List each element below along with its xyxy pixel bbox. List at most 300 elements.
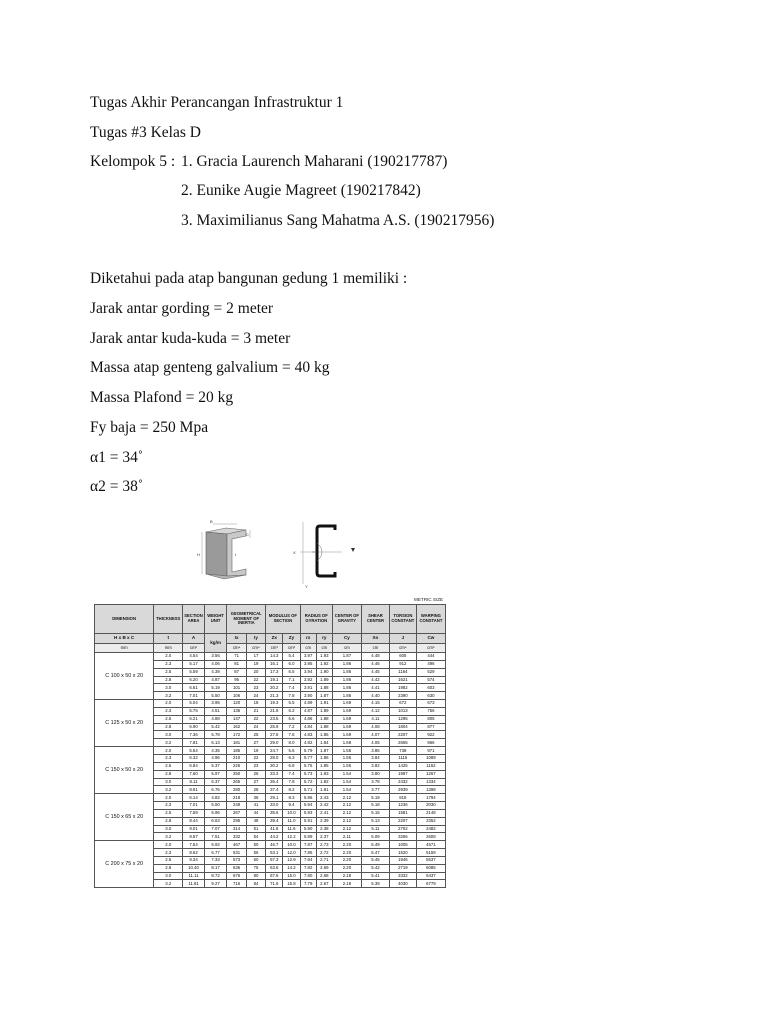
table-cell: 7.80 <box>300 872 316 880</box>
table-cell: 8.72 <box>204 872 227 880</box>
table-cell: 4.86 <box>300 715 316 723</box>
table-cell: 5.09 <box>361 833 389 841</box>
table-cell: 1621 <box>389 676 416 684</box>
table-cell: 3.0 <box>154 872 183 880</box>
table-cell: 71 <box>227 653 246 661</box>
table-cell: 3.80 <box>361 770 389 778</box>
table-cell: 5.11 <box>361 825 389 833</box>
table-cell: 11.6 <box>283 825 300 833</box>
table-cell: 3.77 <box>361 786 389 794</box>
table-cell: 7.87 <box>300 841 316 849</box>
table-cell: 1005 <box>389 841 416 849</box>
table-cell: 1.55 <box>332 754 361 762</box>
symbol-zy: Zy <box>283 634 300 644</box>
table-cell: 7.36 <box>183 731 205 739</box>
table-cell: 6.8 <box>283 762 300 770</box>
table-cell: 7.8 <box>283 778 300 786</box>
table-cell: 21.3 <box>266 692 283 700</box>
table-cell: 84 <box>246 880 265 888</box>
table-cell: 603 <box>416 684 445 692</box>
given-purlin-spacing: Jarak antar gording = 2 meter <box>90 300 274 317</box>
table-cell: 10.0 <box>283 809 300 817</box>
table-cell: 4.45 <box>361 668 389 676</box>
table-cell: 3.2 <box>154 880 183 888</box>
table-cell: 5.73 <box>300 770 316 778</box>
table-cell: 2.0 <box>154 653 183 661</box>
table-cell: 50 <box>246 841 265 849</box>
table-cell: 46.7 <box>266 841 283 849</box>
table-cell: 5537 <box>416 856 445 864</box>
unit-ix: cm⁴ <box>227 644 246 653</box>
table-cell: 3.78 <box>361 778 389 786</box>
table-cell: 5.41 <box>361 872 389 880</box>
table-cell: 3.95 <box>204 700 227 708</box>
table-cell: 10.40 <box>183 864 205 872</box>
table-cell: 3.2 <box>154 692 183 700</box>
table-cell: 1804 <box>389 723 416 731</box>
table-cell: 1.54 <box>332 786 361 794</box>
table-cell: 1946 <box>389 856 416 864</box>
table-cell: 7.01 <box>183 802 205 810</box>
table-cell: 5.18 <box>361 802 389 810</box>
table-cell: 7.6 <box>283 731 300 739</box>
table-cell: 8.2 <box>283 786 300 794</box>
table-cell: 1.69 <box>332 723 361 731</box>
table-cell: 2939 <box>389 786 416 794</box>
table-cell: 6.6 <box>283 715 300 723</box>
table-cell: 5.47 <box>361 849 389 857</box>
table-cell: 6.3 <box>283 754 300 762</box>
table-cell: 5.13 <box>361 817 389 825</box>
unit-rx: cm <box>300 644 316 653</box>
table-cell: 2.5 <box>154 856 183 864</box>
symbol-area: A <box>183 634 205 644</box>
table-cell: 1.69 <box>332 707 361 715</box>
table-cell: 6.32 <box>183 754 205 762</box>
table-cell: 3.97 <box>300 653 316 661</box>
table-cell: 1267 <box>416 770 445 778</box>
col-header-torsion-constant: TORSION CONSTANT <box>389 605 416 634</box>
table-cell: 181 <box>227 739 246 747</box>
unit-dimension: mm <box>95 644 154 653</box>
table-cell: 24 <box>246 692 265 700</box>
col-header-shear-center: SHEAR CENTER <box>361 605 389 634</box>
table-cell: 2.8 <box>154 817 183 825</box>
member-3: 3. Maximilianus Sang Mahatma A.S. (190217956) <box>181 212 495 229</box>
col-header-center-of-gravity: CENTER OF GRAVITY <box>332 605 361 634</box>
table-cell: 7.59 <box>183 809 205 817</box>
table-cell: 4.12 <box>361 707 389 715</box>
table-cell: 5.93 <box>300 809 316 817</box>
table-cell: 574 <box>416 676 445 684</box>
table-cell: 6.76 <box>204 786 227 794</box>
table-cell: 1982 <box>389 684 416 692</box>
table-cell: 5.96 <box>300 794 316 802</box>
table-cell: 1581 <box>389 809 416 817</box>
table-cell: 630 <box>416 692 445 700</box>
table-cell: 95 <box>227 676 246 684</box>
table-cell: 5.90 <box>300 825 316 833</box>
table-cell: 1987 <box>389 770 416 778</box>
table-cell: 250 <box>227 770 246 778</box>
table-cell: 44.2 <box>266 833 283 841</box>
symbol-zx: Zx <box>266 634 283 644</box>
table-cell: 2.12 <box>332 817 361 825</box>
c-channel-figures <box>180 518 360 590</box>
table-cell: 2.0 <box>154 747 183 755</box>
table-cell: 966 <box>416 739 445 747</box>
table-cell: 1164 <box>389 668 416 676</box>
table-cell: 4.84 <box>300 723 316 731</box>
table-cell: 27 <box>246 778 265 786</box>
table-cell: 7.4 <box>283 770 300 778</box>
table-cell: 2665 <box>389 739 416 747</box>
table-cell: 5.15 <box>361 809 389 817</box>
table-cell: 4.46 <box>361 660 389 668</box>
table-cell: 1.93 <box>316 653 332 661</box>
table-cell: 2.37 <box>316 833 332 841</box>
table-cell: 14.2 <box>283 864 300 872</box>
table-cell: 467 <box>227 841 246 849</box>
table-cell: 63.6 <box>266 864 283 872</box>
table-cell: 2719 <box>389 864 416 872</box>
table-cell: 210 <box>227 754 246 762</box>
table-cell: 1.89 <box>316 676 332 684</box>
table-cell: 5.89 <box>300 833 316 841</box>
table-cell: 4.82 <box>204 794 227 802</box>
table-cell: 21 <box>246 707 265 715</box>
table-cell: 26 <box>246 770 265 778</box>
dimension-cell: C 150 x 65 x 20 <box>95 794 154 841</box>
table-cell: 2608 <box>416 833 445 841</box>
table-cell: 3.0 <box>154 778 183 786</box>
table-cell: 1.86 <box>332 692 361 700</box>
table-cell: 672 <box>389 700 416 708</box>
table-cell: 2.8 <box>154 723 183 731</box>
table-cell: 265 <box>227 778 246 786</box>
table-row <box>95 841 446 849</box>
table-cell: 3.91 <box>300 684 316 692</box>
table-cell: 3.0 <box>154 684 183 692</box>
table-cell: 2.18 <box>332 880 361 888</box>
table-cell: 5.92 <box>204 841 227 849</box>
table-cell: 7.82 <box>300 864 316 872</box>
table-cell: 1.86 <box>332 684 361 692</box>
table-cell: 5.37 <box>204 762 227 770</box>
unit-area: cm² <box>183 644 205 653</box>
c-label: C <box>246 532 249 537</box>
y-axis-label: Y <box>305 584 308 589</box>
table-cell: 1.68 <box>332 739 361 747</box>
table-cell: 2.69 <box>316 864 332 872</box>
table-cell: 4.42 <box>361 676 389 684</box>
table-cell: 1.85 <box>316 731 332 739</box>
table-cell: 1.88 <box>316 723 332 731</box>
table-cell: 6.63 <box>204 817 227 825</box>
symbol-iy: Iy <box>246 634 265 644</box>
table-cell: 1.90 <box>316 668 332 676</box>
given-alpha-1: α1 = 34˚ <box>90 449 144 466</box>
table-cell: 5.42 <box>361 864 389 872</box>
table-cell: 33.0 <box>266 802 283 810</box>
table-cell: 531 <box>227 849 246 857</box>
table-cell: 7.54 <box>183 841 205 849</box>
table-cell: 1295 <box>389 715 416 723</box>
table-cell: 5.42 <box>204 723 227 731</box>
table-cell: 5.75 <box>300 762 316 770</box>
table-cell: 5.77 <box>300 754 316 762</box>
table-cell: 56 <box>246 849 265 857</box>
table-cell: 3266 <box>389 833 416 841</box>
table-cell: 33.3 <box>266 770 283 778</box>
table-cell: 248 <box>227 802 246 810</box>
table-cell: 27.5 <box>266 731 283 739</box>
table-cell: 4.06 <box>204 660 227 668</box>
table-cell: 57.3 <box>266 856 283 864</box>
spec-table-body <box>95 653 446 888</box>
table-cell: 7.85 <box>300 849 316 857</box>
table-cell: 4.08 <box>361 723 389 731</box>
table-cell: 6.20 <box>183 676 205 684</box>
table-cell: 5.79 <box>300 747 316 755</box>
table-cell: 3.2 <box>154 786 183 794</box>
table-cell: 16.1 <box>266 660 283 668</box>
col-header-section-area: SECTION AREA <box>183 605 205 634</box>
table-cell: 7.79 <box>300 880 316 888</box>
table-cell: 267 <box>227 809 246 817</box>
symbol-thickness: t <box>154 634 183 644</box>
table-cell: 2.12 <box>332 809 361 817</box>
table-cell: 6.5 <box>283 668 300 676</box>
table-cell: 19 <box>246 747 265 755</box>
table-cell: 23 <box>246 684 265 692</box>
table-cell: 7.8 <box>283 692 300 700</box>
table-row <box>95 794 446 802</box>
table-cell: 2.41 <box>316 809 332 817</box>
table-cell: 7.07 <box>204 825 227 833</box>
table-cell: 2.5 <box>154 762 183 770</box>
table-cell: 2.72 <box>316 849 332 857</box>
symbol-cw: Cw <box>416 634 445 644</box>
table-cell: 2.0 <box>154 841 183 849</box>
table-cell: 5.17 <box>183 660 205 668</box>
metric-size-label: METRIC SIZE <box>414 597 444 602</box>
table-cell: 2.12 <box>332 825 361 833</box>
table-cell: 185 <box>227 747 246 755</box>
table-cell: 676 <box>227 872 246 880</box>
table-cell: 2.39 <box>316 817 332 825</box>
table-cell: 24.7 <box>266 747 283 755</box>
table-cell: 5.5 <box>283 700 300 708</box>
table-cell: 6.0 <box>283 660 300 668</box>
table-cell: 60 <box>246 856 265 864</box>
table-cell: 1.87 <box>316 747 332 755</box>
table-cell: 5.94 <box>300 802 316 810</box>
table-cell: 5.72 <box>300 778 316 786</box>
col-header-modulus-of-section: MODULUS OF SECTION <box>266 605 300 634</box>
table-cell: 5.19 <box>361 794 389 802</box>
table-cell: 4.41 <box>361 684 389 692</box>
table-cell: 2.42 <box>316 802 332 810</box>
dimension-cell: C 200 x 75 x 20 <box>95 841 154 888</box>
table-cell: 51 <box>246 825 265 833</box>
table-cell: 8.0 <box>283 739 300 747</box>
table-cell: 1.81 <box>316 786 332 794</box>
table-cell: 2.3 <box>154 660 183 668</box>
symbol-rx: rx <box>300 634 316 644</box>
table-cell: 5159 <box>416 849 445 857</box>
table-cell: 7.33 <box>204 856 227 864</box>
table-cell: 1.86 <box>332 660 361 668</box>
table-cell: 7.2 <box>283 723 300 731</box>
c-channel-spec-table <box>94 604 446 888</box>
table-cell: 25.9 <box>266 723 283 731</box>
given-truss-spacing: Jarak antar kuda-kuda = 3 meter <box>90 330 291 347</box>
table-cell: 1089 <box>416 754 445 762</box>
table-cell: 4.88 <box>204 715 227 723</box>
table-cell: 9.01 <box>183 825 205 833</box>
table-cell: 17.3 <box>266 668 283 676</box>
table-cell: 2352 <box>416 817 445 825</box>
table-cell: 5.54 <box>183 747 205 755</box>
table-cell: 6085 <box>416 864 445 872</box>
table-cell: 1.87 <box>332 653 361 661</box>
table-cell: 2030 <box>416 802 445 810</box>
unit-j: cm⁴ <box>389 644 416 653</box>
table-cell: 2.73 <box>316 841 332 849</box>
col-header-warping-constant: WARPING CONSTANT <box>416 605 445 634</box>
table-cell: 5.49 <box>361 841 389 849</box>
table-cell: 1162 <box>416 762 445 770</box>
table-cell: 2.5 <box>154 668 183 676</box>
table-cell: 3.90 <box>300 692 316 700</box>
table-cell: 1.85 <box>316 762 332 770</box>
table-cell: 2.5 <box>154 715 183 723</box>
unit-cy: cm <box>332 644 361 653</box>
table-cell: 1794 <box>416 794 445 802</box>
table-cell: 2.8 <box>154 770 183 778</box>
table-cell: 673 <box>416 700 445 708</box>
table-cell: 7.84 <box>300 856 316 864</box>
symbol-xo: Xo <box>361 634 389 644</box>
table-cell: 218 <box>227 794 246 802</box>
table-cell: 912 <box>389 660 416 668</box>
table-cell: 3.86 <box>361 747 389 755</box>
col-header-thickness: THICKNESS <box>154 605 183 634</box>
unit-ry: cm <box>316 644 332 653</box>
table-cell: 2.11 <box>332 833 361 841</box>
table-cell: 6.61 <box>183 684 205 692</box>
table-cell: 101 <box>227 684 246 692</box>
table-cell: 5.96 <box>204 809 227 817</box>
table-cell: 5.19 <box>204 684 227 692</box>
table-cell: 4.96 <box>204 754 227 762</box>
symbol-cy: Cy <box>332 634 361 644</box>
table-cell: 5.4 <box>283 653 300 661</box>
table-cell: 2.20 <box>332 856 361 864</box>
table-cell: 35.6 <box>266 809 283 817</box>
table-cell: 53.1 <box>266 849 283 857</box>
member-2: 2. Eunike Augie Magreet (190217842) <box>181 182 421 199</box>
table-cell: 1.91 <box>316 700 332 708</box>
table-cell: 971 <box>416 747 445 755</box>
table-cell: 8.17 <box>204 864 227 872</box>
table-cell: 15.0 <box>283 872 300 880</box>
table-cell: 22 <box>246 715 265 723</box>
table-cell: 3.94 <box>300 668 316 676</box>
table-cell: 1.86 <box>332 676 361 684</box>
table-cell: 9.27 <box>204 880 227 888</box>
table-cell: 5.50 <box>204 692 227 700</box>
dimension-cell: C 100 x 50 x 20 <box>95 653 154 700</box>
table-cell: 2432 <box>389 778 416 786</box>
table-cell: 1013 <box>389 707 416 715</box>
table-cell: 2.20 <box>332 841 361 849</box>
table-cell: 5.04 <box>183 700 205 708</box>
table-cell: 5.97 <box>204 770 227 778</box>
table-cell: 19.3 <box>266 700 283 708</box>
table-cell: 3.2 <box>154 739 183 747</box>
table-cell: 1.55 <box>332 762 361 770</box>
table-cell: 2.8 <box>154 676 183 684</box>
table-cell: 2.20 <box>332 864 361 872</box>
table-cell: 2.12 <box>332 794 361 802</box>
table-cell: 2.43 <box>316 794 332 802</box>
table-cell: 496 <box>416 660 445 668</box>
table-cell: 5.59 <box>183 668 205 676</box>
table-cell: 1.69 <box>332 731 361 739</box>
table-cell: 15.8 <box>283 880 300 888</box>
col-header-dimension: DIMENSION <box>95 605 154 634</box>
symbol-dimension: H x B x C <box>95 634 154 644</box>
table-cell: 7.4 <box>283 684 300 692</box>
table-cell: 3.56 <box>204 653 227 661</box>
given-fy-steel: Fy baja = 250 Mpa <box>90 419 209 436</box>
table-cell: 27 <box>246 739 265 747</box>
table-row <box>95 653 446 661</box>
table-cell: 226 <box>227 762 246 770</box>
col-header-moment-of-inertia: GEOMETRICAL MOMENT OF INERTIA <box>227 605 266 634</box>
table-cell: 10.0 <box>283 841 300 849</box>
c-channel-3d-figure <box>197 519 250 579</box>
table-cell: 24 <box>246 723 265 731</box>
table-cell: 106 <box>227 692 246 700</box>
table-cell: 4.87 <box>204 676 227 684</box>
table-cell: 6.90 <box>183 723 205 731</box>
table-row <box>95 747 446 755</box>
table-cell: 1520 <box>389 849 416 857</box>
table-cell: 636 <box>227 864 246 872</box>
x-axis-label: X <box>293 550 296 555</box>
table-cell: 8.3 <box>283 794 300 802</box>
table-cell: 12.2 <box>283 833 300 841</box>
table-cell: 67.6 <box>266 872 283 880</box>
table-cell: 2207 <box>389 731 416 739</box>
table-cell: 28.0 <box>266 754 283 762</box>
table-cell: 9.34 <box>183 856 205 864</box>
table-cell: 9.4 <box>283 802 300 810</box>
given-roof-mass: Massa atap genteng galvalium = 40 kg <box>90 359 330 376</box>
table-cell: 1.89 <box>316 707 332 715</box>
table-cell: 5.71 <box>300 786 316 794</box>
table-cell: 3.95 <box>300 660 316 668</box>
table-cell: 1.88 <box>316 684 332 692</box>
table-row <box>95 700 446 708</box>
table-cell: 1.82 <box>316 778 332 786</box>
table-cell: 11.81 <box>183 880 205 888</box>
given-alpha-2: α2 = 38˚ <box>90 478 144 495</box>
table-cell: 1.55 <box>332 747 361 755</box>
